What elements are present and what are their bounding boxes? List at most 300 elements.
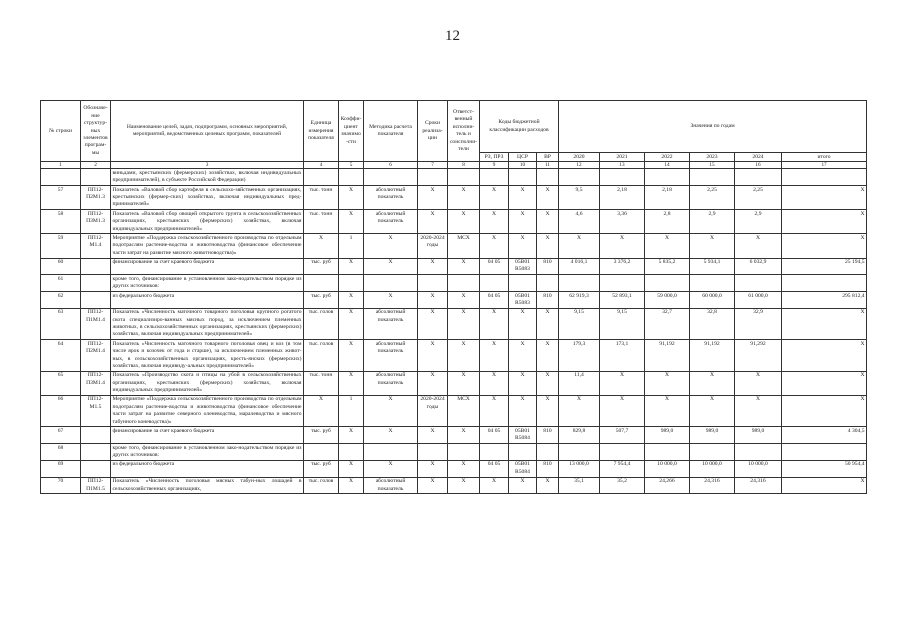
- structural-element-cell: [81, 444, 111, 461]
- value-2022-cell: 2,8: [645, 210, 690, 234]
- csr-cell: X: [509, 308, 537, 340]
- value-2022-cell: 59 000,0: [645, 292, 690, 309]
- value-2024-cell: 61 000,0: [735, 292, 782, 309]
- unit-cell: [304, 275, 339, 292]
- value-2021-cell: [600, 169, 645, 186]
- vr-cell: [537, 169, 559, 186]
- structural-element-cell: ПП12-П1М1.5: [81, 477, 111, 494]
- method-cell: X: [364, 234, 418, 258]
- header-total: итого: [782, 153, 867, 162]
- vr-cell: X: [537, 210, 559, 234]
- method-cell: X: [364, 292, 418, 309]
- column-number: 11: [537, 162, 559, 169]
- column-number: 17: [782, 162, 867, 169]
- value-2020-cell: 9,5: [559, 186, 600, 210]
- rz-cell: 04 05: [480, 427, 509, 444]
- rz-cell: X: [480, 340, 509, 372]
- name-cell: Мероприятие «Поддержка сельскохозяйственного производства по отдельным подотраслям растение-водства и животноводства (финансовое обеспечение части затрат на развитие мясного животноводства)»: [111, 234, 304, 258]
- row-number-cell: 62: [41, 292, 81, 309]
- value-2020-cell: X: [559, 395, 600, 427]
- value-2022-cell: 989,0: [645, 427, 690, 444]
- structural-element-cell: ПП12-П3М1.3: [81, 210, 111, 234]
- column-number: 14: [645, 162, 690, 169]
- method-cell: абсолютный показатель: [364, 371, 418, 395]
- header-method: Методика расчета показателя: [364, 101, 418, 162]
- value-2023-cell: X: [690, 234, 735, 258]
- value-total-cell: X: [782, 340, 867, 372]
- name-cell: Показатель «Численность маточного товарного поголовья овец и коз (в том числе ярок и козочек от года и старше), за исключением племенных живот-ных, в сельскохозяйственных организациях, кресть-янских (фермерских) хозяйствах, включая индивиду-альных предпринимателей»: [111, 340, 304, 372]
- term-cell: X: [418, 292, 448, 309]
- coefficient-cell: X: [339, 292, 364, 309]
- table-row: [41, 234, 867, 258]
- term-cell: X: [418, 371, 448, 395]
- header-unit: Единица измерения показателя: [304, 101, 339, 162]
- vr-cell: X: [537, 395, 559, 427]
- value-2022-cell: X: [645, 234, 690, 258]
- header-vr: ВР: [537, 153, 559, 162]
- header-term: Сроки реализа-ции: [418, 101, 448, 162]
- method-cell: абсолютный показатель: [364, 308, 418, 340]
- row-number-cell: 61: [41, 275, 81, 292]
- value-total-cell: X: [782, 395, 867, 427]
- value-2020-cell: X: [559, 234, 600, 258]
- value-2020-cell: 9,15: [559, 308, 600, 340]
- structural-element-cell: [81, 460, 111, 477]
- value-2022-cell: 91,192: [645, 340, 690, 372]
- csr-cell: [509, 169, 537, 186]
- value-total-cell: 4 304,5: [782, 427, 867, 444]
- column-number: 16: [735, 162, 782, 169]
- rz-cell: X: [480, 210, 509, 234]
- csr-cell: X: [509, 340, 537, 372]
- rz-cell: 04 05: [480, 258, 509, 275]
- structural-element-cell: ПП12-М1.4: [81, 234, 111, 258]
- value-2023-cell: 5 934,1: [690, 258, 735, 275]
- header-values-by-year: Значения по годам: [559, 101, 867, 153]
- csr-cell: X: [509, 395, 537, 427]
- method-cell: X: [364, 460, 418, 477]
- term-cell: X: [418, 460, 448, 477]
- value-2021-cell: 3,36: [600, 210, 645, 234]
- structural-element-cell: [81, 427, 111, 444]
- term-cell: X: [418, 477, 448, 494]
- value-total-cell: X: [782, 477, 867, 494]
- unit-cell: тыс. тонн: [304, 210, 339, 234]
- value-2024-cell: X: [735, 395, 782, 427]
- value-2020-cell: 11,4: [559, 371, 600, 395]
- value-2021-cell: 35,2: [600, 477, 645, 494]
- value-total-cell: X: [782, 371, 867, 395]
- name-cell: Показатель «Численность поголовья мясных табун-ных лошадей в сельскохозяйственных организациях,: [111, 477, 304, 494]
- column-number: 5: [339, 162, 364, 169]
- column-number-row: [41, 162, 867, 169]
- name-cell: кроме того, финансирование в установленном зако-нодательством порядке из других источников:: [111, 275, 304, 292]
- structural-element-cell: ПП12-М1.5: [81, 395, 111, 427]
- value-2021-cell: 173,1: [600, 340, 645, 372]
- coefficient-cell: X: [339, 371, 364, 395]
- value-2021-cell: 9,15: [600, 308, 645, 340]
- unit-cell: тыс. голов: [304, 477, 339, 494]
- row-number-cell: 66: [41, 395, 81, 427]
- unit-cell: тыс. руб: [304, 427, 339, 444]
- value-2021-cell: [600, 444, 645, 461]
- structural-element-cell: ПП12-П1М1.4: [81, 308, 111, 340]
- method-cell: абсолютный показатель: [364, 340, 418, 372]
- unit-cell: тыс. тонн: [304, 371, 339, 395]
- vr-cell: 810: [537, 427, 559, 444]
- page-number: 12: [445, 28, 460, 44]
- table-row: [41, 395, 867, 427]
- value-2023-cell: 32,8: [690, 308, 735, 340]
- value-2024-cell: [735, 444, 782, 461]
- rz-cell: [480, 169, 509, 186]
- rz-cell: X: [480, 234, 509, 258]
- value-2020-cell: [559, 275, 600, 292]
- unit-cell: X: [304, 234, 339, 258]
- term-cell: [418, 275, 448, 292]
- value-2024-cell: 10 000,0: [735, 460, 782, 477]
- name-cell: Мероприятие «Поддержка сельскохозяйственного производства по отдельным подотраслям растение-водства и животноводства (финансовое обеспечение части затрат на развитие северного оленеводства, маралеводства и мясного табунного коневодства)»: [111, 395, 304, 427]
- vr-cell: 810: [537, 258, 559, 275]
- column-number: 13: [600, 162, 645, 169]
- value-2024-cell: [735, 275, 782, 292]
- value-2023-cell: 989,0: [690, 427, 735, 444]
- column-number: 9: [480, 162, 509, 169]
- responsible-cell: МСХ: [448, 234, 480, 258]
- coefficient-cell: X: [339, 340, 364, 372]
- value-2021-cell: 2,18: [600, 186, 645, 210]
- term-cell: [418, 169, 448, 186]
- name-cell: кроме того, финансирование в установленном зако-нодательством порядке из других источников:: [111, 444, 304, 461]
- column-number: 10: [509, 162, 537, 169]
- structural-element-cell: [81, 258, 111, 275]
- structural-element-cell: [81, 292, 111, 309]
- value-2024-cell: 989,0: [735, 427, 782, 444]
- responsible-cell: [448, 275, 480, 292]
- coefficient-cell: X: [339, 460, 364, 477]
- value-2020-cell: 35,1: [559, 477, 600, 494]
- coefficient-cell: X: [339, 427, 364, 444]
- coefficient-cell: X: [339, 308, 364, 340]
- value-total-cell: [782, 275, 867, 292]
- coefficient-cell: [339, 275, 364, 292]
- value-2021-cell: 7 954,4: [600, 460, 645, 477]
- column-number: 15: [690, 162, 735, 169]
- table-header: [41, 101, 867, 169]
- responsible-cell: [448, 444, 480, 461]
- value-total-cell: X: [782, 234, 867, 258]
- term-cell: X: [418, 186, 448, 210]
- term-cell: X: [418, 308, 448, 340]
- value-2023-cell: 91,192: [690, 340, 735, 372]
- value-2020-cell: 13 000,0: [559, 460, 600, 477]
- value-2022-cell: 2,18: [645, 186, 690, 210]
- column-number: 6: [364, 162, 418, 169]
- responsible-cell: [448, 169, 480, 186]
- csr-cell: 05В01 R5083: [509, 258, 537, 275]
- name-cell: из федерального бюджета: [111, 460, 304, 477]
- table-row: [41, 371, 867, 395]
- row-number-cell: 58: [41, 210, 81, 234]
- structural-element-cell: ПП12-П2М1.4: [81, 340, 111, 372]
- coefficient-cell: [339, 169, 364, 186]
- table-row: [41, 460, 867, 477]
- responsible-cell: X: [448, 460, 480, 477]
- rz-cell: X: [480, 395, 509, 427]
- column-number: 4: [304, 162, 339, 169]
- method-cell: X: [364, 258, 418, 275]
- csr-cell: 05В01 R5084: [509, 427, 537, 444]
- value-2022-cell: [645, 275, 690, 292]
- term-cell: [418, 444, 448, 461]
- method-cell: [364, 444, 418, 461]
- value-2021-cell: X: [600, 234, 645, 258]
- column-number: 8: [448, 162, 480, 169]
- value-2023-cell: 2,9: [690, 210, 735, 234]
- name-cell: Показатель «Валовой сбор картофеля в сельскохо-зяйственных организациях, крестьянских (фермер-ских) хозяйствах, включая индивидуальных пред-принимателей»: [111, 186, 304, 210]
- table-body: [41, 169, 867, 494]
- value-2021-cell: 52 893,1: [600, 292, 645, 309]
- responsible-cell: X: [448, 186, 480, 210]
- table-row: [41, 169, 867, 186]
- value-2022-cell: 5 835,2: [645, 258, 690, 275]
- rz-cell: [480, 275, 509, 292]
- value-total-cell: 25 194,5: [782, 258, 867, 275]
- vr-cell: X: [537, 371, 559, 395]
- header-year-2022: 2022: [645, 153, 690, 162]
- header-year-2021: 2021: [600, 153, 645, 162]
- vr-cell: 810: [537, 460, 559, 477]
- responsible-cell: X: [448, 371, 480, 395]
- value-2024-cell: 2,9: [735, 210, 782, 234]
- responsible-cell: X: [448, 258, 480, 275]
- row-number-cell: 59: [41, 234, 81, 258]
- vr-cell: X: [537, 308, 559, 340]
- value-2024-cell: 2,25: [735, 186, 782, 210]
- unit-cell: тыс. руб: [304, 258, 339, 275]
- unit-cell: [304, 444, 339, 461]
- csr-cell: X: [509, 371, 537, 395]
- method-cell: абсолютный показатель: [364, 210, 418, 234]
- value-2022-cell: [645, 444, 690, 461]
- unit-cell: тыс. руб: [304, 460, 339, 477]
- structural-element-cell: ПП12-П2М1.3: [81, 186, 111, 210]
- structural-element-cell: [81, 169, 111, 186]
- vr-cell: [537, 444, 559, 461]
- coefficient-cell: 1: [339, 395, 364, 427]
- header-year-2023: 2023: [690, 153, 735, 162]
- value-2024-cell: X: [735, 371, 782, 395]
- row-number-cell: 60: [41, 258, 81, 275]
- row-number-cell: 57: [41, 186, 81, 210]
- value-2020-cell: [559, 444, 600, 461]
- value-2023-cell: 24,316: [690, 477, 735, 494]
- term-cell: X: [418, 427, 448, 444]
- column-number: 1: [41, 162, 81, 169]
- term-cell: X: [418, 210, 448, 234]
- table-row: [41, 275, 867, 292]
- responsible-cell: X: [448, 477, 480, 494]
- term-cell: X: [418, 340, 448, 372]
- row-number-cell: 68: [41, 444, 81, 461]
- unit-cell: тыс. голов: [304, 340, 339, 372]
- value-2021-cell: X: [600, 395, 645, 427]
- coefficient-cell: X: [339, 258, 364, 275]
- responsible-cell: X: [448, 308, 480, 340]
- table-row: [41, 340, 867, 372]
- value-total-cell: 295 812,4: [782, 292, 867, 309]
- csr-cell: [509, 275, 537, 292]
- unit-cell: тыс. тонн: [304, 186, 339, 210]
- column-number: 3: [111, 162, 304, 169]
- method-cell: абсолютный показатель: [364, 477, 418, 494]
- value-2022-cell: [645, 169, 690, 186]
- value-2023-cell: [690, 169, 735, 186]
- coefficient-cell: X: [339, 210, 364, 234]
- structural-element-cell: ПП12-П3М1.4: [81, 371, 111, 395]
- coefficient-cell: X: [339, 477, 364, 494]
- unit-cell: тыс. голов: [304, 308, 339, 340]
- value-2023-cell: 2,25: [690, 186, 735, 210]
- unit-cell: тыс. руб: [304, 292, 339, 309]
- value-2021-cell: 507,7: [600, 427, 645, 444]
- value-total-cell: X: [782, 186, 867, 210]
- value-2023-cell: [690, 444, 735, 461]
- csr-cell: X: [509, 210, 537, 234]
- rz-cell: [480, 444, 509, 461]
- responsible-cell: МСХ: [448, 395, 480, 427]
- header-row-number: № строки: [41, 101, 81, 162]
- csr-cell: X: [509, 234, 537, 258]
- row-number-cell: 67: [41, 427, 81, 444]
- value-2024-cell: X: [735, 234, 782, 258]
- value-total-cell: [782, 444, 867, 461]
- header-csr: ЦСР: [509, 153, 537, 162]
- row-number-cell: 65: [41, 371, 81, 395]
- header-year-2024: 2024: [735, 153, 782, 162]
- table-row: [41, 258, 867, 275]
- responsible-cell: X: [448, 427, 480, 444]
- value-2021-cell: X: [600, 371, 645, 395]
- table-row: [41, 210, 867, 234]
- csr-cell: X: [509, 186, 537, 210]
- method-cell: [364, 169, 418, 186]
- table-row: [41, 444, 867, 461]
- method-cell: X: [364, 427, 418, 444]
- value-2023-cell: 10 000,0: [690, 460, 735, 477]
- column-number: 7: [418, 162, 448, 169]
- value-2022-cell: 24,266: [645, 477, 690, 494]
- name-cell: из федерального бюджета: [111, 292, 304, 309]
- unit-cell: X: [304, 395, 339, 427]
- method-cell: X: [364, 395, 418, 427]
- rz-cell: X: [480, 477, 509, 494]
- value-2020-cell: 62 919,3: [559, 292, 600, 309]
- rz-cell: X: [480, 186, 509, 210]
- csr-cell: 05В01 R5083: [509, 292, 537, 309]
- value-2024-cell: 6 032,9: [735, 258, 782, 275]
- value-2023-cell: [690, 275, 735, 292]
- unit-cell: [304, 169, 339, 186]
- value-2023-cell: X: [690, 395, 735, 427]
- value-2020-cell: 4 016,1: [559, 258, 600, 275]
- rz-cell: X: [480, 308, 509, 340]
- value-2024-cell: 24,316: [735, 477, 782, 494]
- csr-cell: X: [509, 477, 537, 494]
- header-name: Наименование целей, задач, подпрограмм, основных мероприятий, мероприятий, ведомственных целевых программ, показателей: [111, 101, 304, 162]
- column-number: 2: [81, 162, 111, 169]
- header-rz: РЗ, ПРЗ: [480, 153, 509, 162]
- value-2023-cell: X: [690, 371, 735, 395]
- name-cell: виньдами, крестьянских (фермерских) хозяйствах, включая индивидуальных предпринимателей), в субъекте Российской Федерации): [111, 169, 304, 186]
- term-cell: X: [418, 258, 448, 275]
- header-structural-element: Обозначе-ние структур-ных элементов програм-мы: [81, 101, 111, 162]
- coefficient-cell: X: [339, 186, 364, 210]
- row-number-cell: 69: [41, 460, 81, 477]
- value-2020-cell: 4,6: [559, 210, 600, 234]
- table-row: [41, 292, 867, 309]
- name-cell: Показатель «Валовой сбор овощей открытого грунта в сельскохозяйственных организациях, крестьянских (фермерских) хозяйствах, включая индивидуальных предпринимателей»: [111, 210, 304, 234]
- method-cell: [364, 275, 418, 292]
- value-2020-cell: 829,8: [559, 427, 600, 444]
- structural-element-cell: [81, 275, 111, 292]
- method-cell: абсолютный показатель: [364, 186, 418, 210]
- value-2024-cell: [735, 169, 782, 186]
- coefficient-cell: 1: [339, 234, 364, 258]
- row-number-cell: 63: [41, 308, 81, 340]
- value-2021-cell: [600, 275, 645, 292]
- value-2024-cell: 91,292: [735, 340, 782, 372]
- value-2024-cell: 32,9: [735, 308, 782, 340]
- coefficient-cell: [339, 444, 364, 461]
- column-number: 12: [559, 162, 600, 169]
- value-2022-cell: X: [645, 395, 690, 427]
- vr-cell: X: [537, 186, 559, 210]
- table-row: [41, 477, 867, 494]
- header-year-2020: 2020: [559, 153, 600, 162]
- value-total-cell: [782, 169, 867, 186]
- header-coefficient: Коэффи-циент значимо-сти: [339, 101, 364, 162]
- name-cell: финансирование за счет краевого бюджета: [111, 427, 304, 444]
- term-cell: 2020-2024 годы: [418, 395, 448, 427]
- responsible-cell: X: [448, 340, 480, 372]
- value-2023-cell: 60 000,0: [690, 292, 735, 309]
- program-table: [40, 100, 867, 494]
- value-total-cell: X: [782, 308, 867, 340]
- row-number-cell: 70: [41, 477, 81, 494]
- header-responsible: Ответст-венный исполни-тель и соисполни-тели: [448, 101, 480, 162]
- term-cell: 2020-2024 годы: [418, 234, 448, 258]
- vr-cell: X: [537, 340, 559, 372]
- value-2020-cell: 179,3: [559, 340, 600, 372]
- name-cell: Показатель «Производство скота и птицы на убой в сельскохозяйственных организациях, крестьянских (фермерских) хозяйствах, включая индивидуальных предпринимателей»: [111, 371, 304, 395]
- value-2021-cell: 3 376,2: [600, 258, 645, 275]
- rz-cell: X: [480, 371, 509, 395]
- header-budget-codes: Коды бюджетной классификации расходов: [480, 101, 559, 153]
- csr-cell: [509, 444, 537, 461]
- row-number-cell: 64: [41, 340, 81, 372]
- csr-cell: 05В01 R5084: [509, 460, 537, 477]
- vr-cell: X: [537, 234, 559, 258]
- value-total-cell: 50 954,4: [782, 460, 867, 477]
- vr-cell: [537, 275, 559, 292]
- value-2022-cell: 10 000,0: [645, 460, 690, 477]
- responsible-cell: X: [448, 210, 480, 234]
- value-2022-cell: X: [645, 371, 690, 395]
- responsible-cell: X: [448, 292, 480, 309]
- row-number-cell: [41, 169, 81, 186]
- vr-cell: 810: [537, 292, 559, 309]
